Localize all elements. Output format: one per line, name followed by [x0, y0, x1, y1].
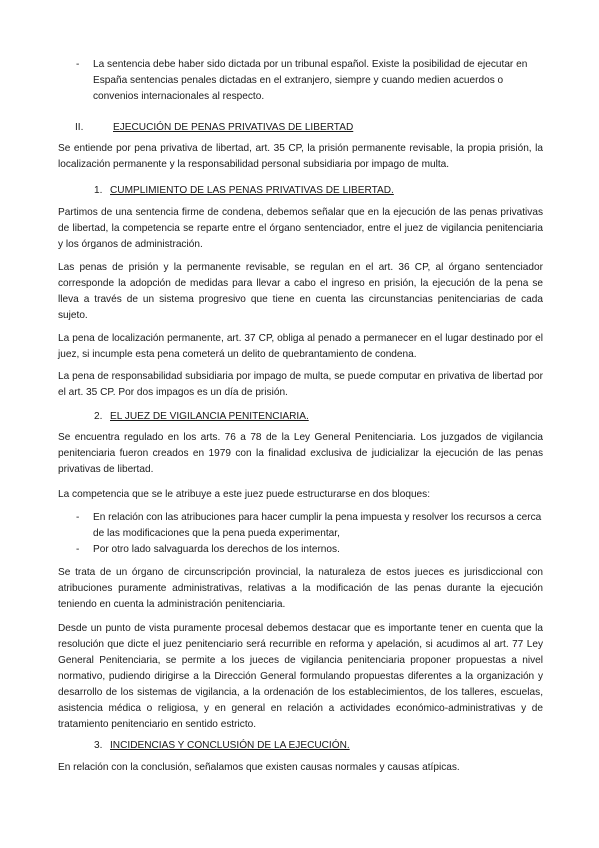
section-title: EJECUCIÓN DE PENAS PRIVATIVAS DE LIBERTAD [113, 122, 354, 133]
paragraph: La pena de localización permanente, art. 37 CP, obliga al penado a permanecer en el lugar destinado por el juez, si incumple esta pena cometerá un delito de quebrantamiento de condena. [58, 333, 543, 360]
paragraph: Se trata de un órgano de circunscripción provincial, la naturaleza de estos jueces es jurisdiccional con atribuciones puramente administrativas, relativas a la modificación de las penas durante la ejecución teniendo en cuenta la administración penitenciaria. [58, 567, 543, 610]
bullet-dash: - [76, 59, 80, 70]
subsection-number: 3. [94, 740, 103, 751]
subsection-heading [94, 183, 394, 199]
list-item-text: En relación con las atribuciones para hacer cumplir la pena impuesta y resolver los recursos a cerca de las modificaciones que la pena pueda experimentar, [93, 512, 542, 539]
list-item-text: Por otro lado salvaguarda los derechos de los internos. [93, 544, 340, 555]
paragraph: Partimos de una sentencia firme de condena, debemos señalar que en la ejecución de las penas privativas de libertad, la competencia se reparte entre el órgano sentenciador, entre el juez de vigilancia penitenciaria y los órganos de administración. [58, 207, 543, 250]
paragraph: Se encuentra regulado en los arts. 76 a 78 de la Ley General Penitenciaria. Los juzgados de vigilancia penitenciaria fueron creados en 1979 con la finalidad exclusiva de judicializar la ejecución de las penas privativas de libertad. [58, 432, 543, 475]
bullet-dash: - [76, 512, 80, 523]
subsection-number: 1. [94, 185, 103, 196]
bullet-dash: - [76, 544, 80, 555]
list-item-text: La sentencia debe haber sido dictada por un tribunal español. Existe la posibilidad de ejecutar en España sentencias penales dictadas en el extranjero, siempre y cuando medien acuerdos o convenios internacionales al respecto. [93, 59, 528, 102]
subsection-heading [94, 409, 309, 425]
subsection-title: EL JUEZ DE VIGILANCIA PENITENCIARIA. [110, 411, 309, 422]
subsection-title: CUMPLIMIENTO DE LAS PENAS PRIVATIVAS DE LIBERTAD. [110, 185, 394, 196]
subsection-heading [94, 738, 350, 754]
paragraph: En relación con la conclusión, señalamos que existen causas normales y causas atípicas. [58, 762, 460, 773]
section-heading [75, 120, 353, 136]
section-number: II. [75, 122, 84, 133]
subsection-number: 2. [94, 411, 103, 422]
subsection-title: INCIDENCIAS Y CONCLUSIÓN DE LA EJECUCIÓN. [110, 740, 350, 751]
paragraph: Desde un punto de vista puramente procesal debemos destacar que es importante tener en cuenta que la resolución que dicte el juez penitenciario será recurrible en reforma y apelación, si acudimos al art. 77 Ley General Penitenciaria, se permite a los jueces de vigilancia penitenciaria proponer propuestas a nivel normativo, pudiendo dirigirse a la Dirección General formulando propuestas diferentes a la organización y desarrollo de los sistemas de vigilancia, a la ordenación de los establecimientos, de los talleres, escuelas, asistencia médica o religiosa, y en general en relación a actividades económico-administrativas y de tratamiento penitenciario en sentido estricto. [58, 623, 543, 730]
paragraph: Se entiende por pena privativa de libertad, art. 35 CP, la prisión permanente revisable, la propia prisión, la localización permanente y la responsabilidad personal subsidiaria por impago de multa. [58, 143, 543, 170]
paragraph: Las penas de prisión y la permanente revisable, se regulan en el art. 36 CP, al órgano sentenciador corresponde la adopción de medidas para llevar a cabo el ingreso en prisión, la ejecución de la pena se lleva a través de un sistema progresivo que tiene en cuenta las circunstancias penitenciarias de cada sujeto. [58, 262, 543, 321]
paragraph: La pena de responsabilidad subsidiaria por impago de multa, se puede computar en privativa de libertad por el art. 35 CP. Por dos impagos es un día de prisión. [58, 371, 543, 398]
paragraph: La competencia que se le atribuye a este juez puede estructurarse en dos bloques: [58, 489, 431, 500]
